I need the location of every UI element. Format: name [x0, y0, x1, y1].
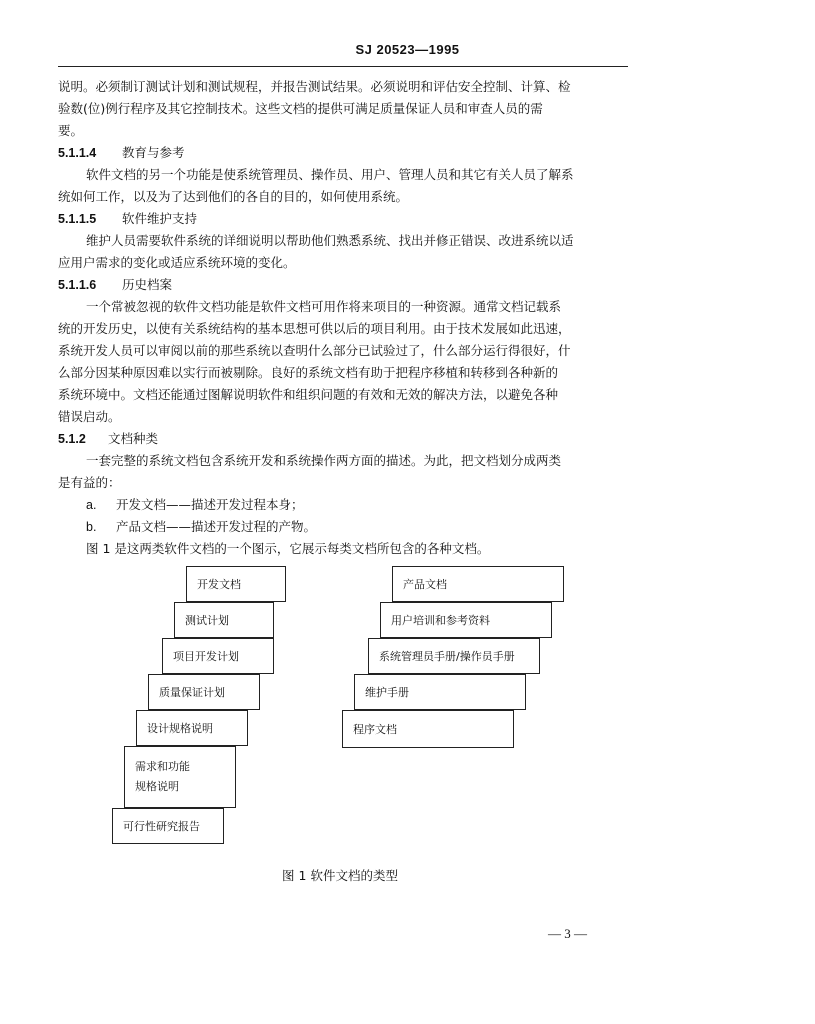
prod-doc-box: 产品文档 — [392, 566, 564, 602]
dev-doc-box-line: 规格说明 — [135, 780, 179, 793]
header-rule — [58, 66, 628, 67]
dev-doc-box — [124, 746, 236, 808]
figure-caption: 图 1 软件文档的类型 — [282, 868, 398, 883]
body-line: 维护人员需要软件系统的详细说明以帮助他们熟悉系统、找出并修正错误、改进系统以适 — [86, 233, 574, 248]
list-text: 产品文档——描述开发过程的产物。 — [116, 519, 317, 534]
body-line: 软件文档的另一个功能是使系统管理员、操作员、用户、管理人员和其它有关人员了解系 — [86, 167, 574, 182]
dev-doc-box-line: 需求和功能 — [135, 760, 190, 773]
dev-doc-box: 设计规格说明 — [136, 710, 248, 746]
body-line: 要。 — [58, 123, 84, 138]
body-line: 是有益的： — [58, 475, 121, 490]
section-title: 文档种类 — [108, 431, 159, 446]
section-heading-5-1-1-6 — [58, 274, 172, 296]
standard-number: SJ 20523—1995 — [355, 42, 460, 57]
body-line: 图 1 是这两类软件文档的一个图示，它展示每类文档所包含的各种文档。 — [86, 541, 490, 556]
section-heading-5-1-2 — [58, 428, 158, 450]
body-line: 错误启动。 — [58, 409, 121, 424]
section-title: 教育与参考 — [122, 145, 185, 160]
prod-doc-box: 程序文档 — [342, 710, 514, 748]
prod-doc-box: 维护手册 — [354, 674, 526, 710]
section-heading-5-1-1-4 — [58, 142, 185, 164]
body-line: 统如何工作，以及为了达到他们的各自的目的，如何使用系统。 — [58, 189, 409, 204]
section-title: 历史档案 — [122, 277, 173, 292]
body-line: 一套完整的系统文档包含系统开发和系统操作两方面的描述。为此，把文档划分成两类 — [86, 453, 562, 468]
dev-doc-box: 开发文档 — [186, 566, 286, 602]
section-number: 5.1.1.6 — [58, 278, 97, 292]
section-title: 软件维护支持 — [122, 211, 198, 226]
prod-doc-box: 系统管理员手册/操作员手册 — [368, 638, 540, 674]
body-line: 验数(位)例行程序及其它控制技术。这些文档的提供可满足质量保证人员和审查人员的需 — [58, 101, 543, 116]
body-line: 应用户需求的变化或适应系统环境的变化。 — [58, 255, 296, 270]
body-line: 么部分因某种原因难以实行而被剔除。良好的系统文档有助于把程序移植和转移到各种新的 — [58, 365, 559, 380]
section-heading-5-1-1-5 — [58, 208, 197, 230]
body-line: 系统环境中。文档还能通过图解说明软件和组织问题的有效和无效的解决方法，以避免各种 — [58, 387, 559, 402]
list-item — [86, 494, 304, 516]
body-line: 统的开发历史，以使有关系统结构的基本思想可供以后的项目利用。由于技术发展如此迅速， — [58, 321, 571, 336]
list-marker: b. — [86, 520, 97, 534]
page-number: — 3 — — [548, 926, 587, 941]
dev-doc-box: 质量保证计划 — [148, 674, 260, 710]
dev-doc-box: 项目开发计划 — [162, 638, 274, 674]
prod-doc-box: 用户培训和参考资料 — [380, 602, 552, 638]
dev-doc-box: 可行性研究报告 — [112, 808, 224, 844]
list-text: 开发文档——描述开发过程本身； — [116, 497, 304, 512]
body-line: 一个常被忽视的软件文档功能是软件文档可用作将来项目的一种资源。通常文档记载系 — [86, 299, 562, 314]
section-number: 5.1.1.5 — [58, 212, 97, 226]
section-number: 5.1.2 — [58, 432, 86, 446]
body-line: 系统开发人员可以审阅以前的那些系统以查明什么部分已试验过了，什么部分运行得很好，什 — [58, 343, 571, 358]
list-item — [86, 516, 316, 538]
body-line: 说明。必须制订测试计划和测试规程，并报告测试结果。必须说明和评估安全控制、计算、检 — [58, 79, 571, 94]
dev-doc-box: 测试计划 — [174, 602, 274, 638]
list-marker: a. — [86, 498, 97, 512]
section-number: 5.1.1.4 — [58, 146, 97, 160]
